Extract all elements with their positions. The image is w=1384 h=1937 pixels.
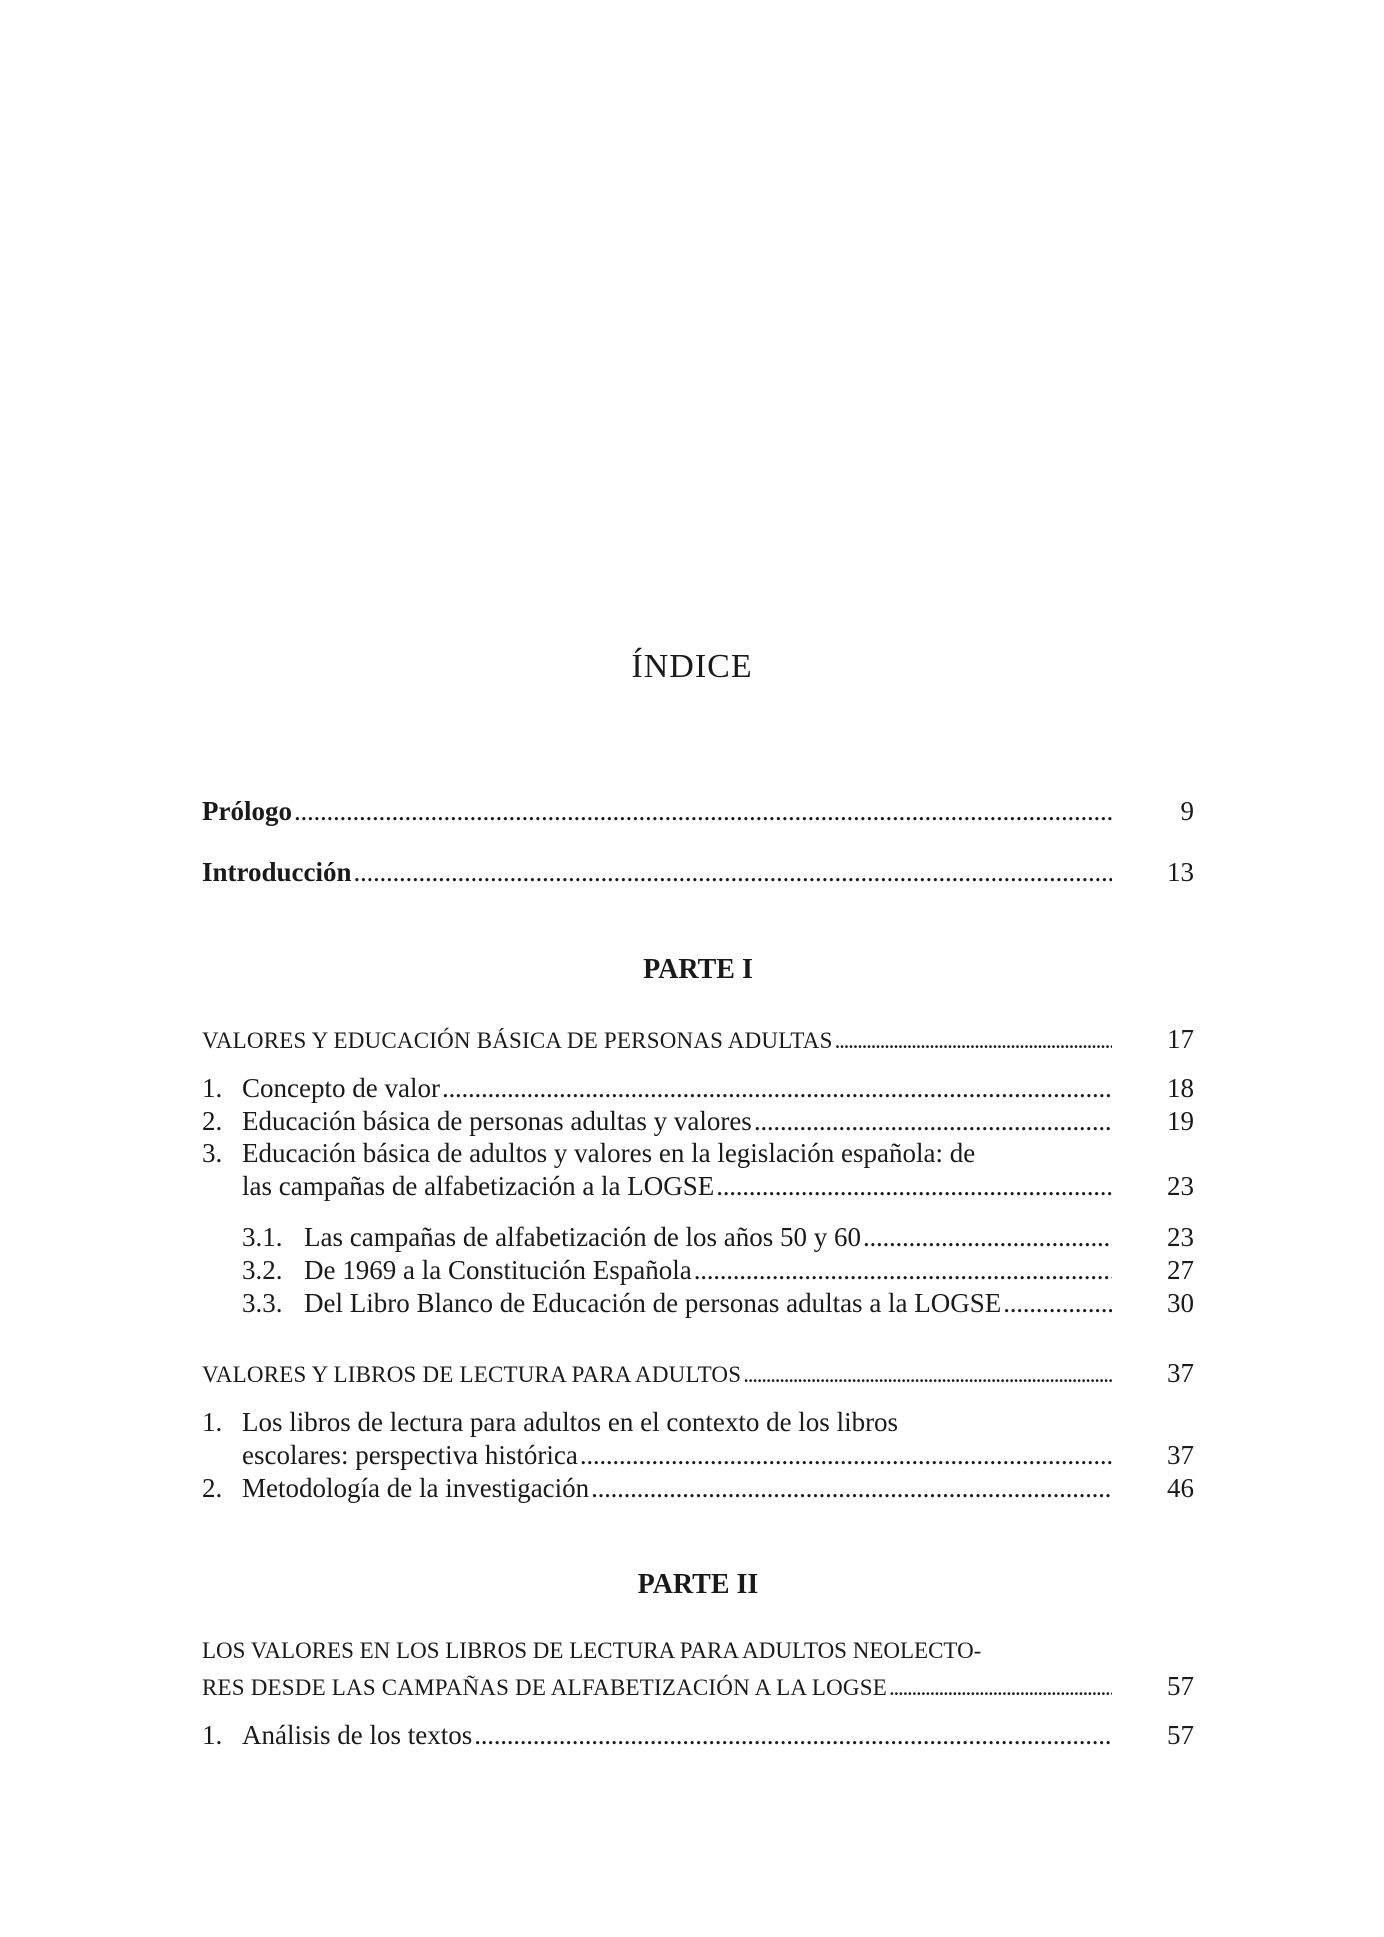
toc-entry-text: RES DESDE LAS CAMPAÑAS DE ALFABETIZACIÓN A LA LOGSE xyxy=(202,1675,887,1700)
toc-entry-text: Introducción xyxy=(202,857,352,887)
toc-entry-number: 3.3. xyxy=(242,1288,283,1318)
toc-entry-text: Del Libro Blanco de Educación de personas adultas a la LOGSE xyxy=(304,1288,1002,1318)
toc-page-number: 37 xyxy=(1167,1440,1194,1470)
toc-page-number: 9 xyxy=(1180,796,1194,826)
dot-leader xyxy=(889,1675,1112,1701)
toc-entry-text: Metodología de la investigación xyxy=(242,1473,590,1503)
toc-entry[interactable] xyxy=(202,1720,1194,1751)
toc-entry-line[interactable] xyxy=(202,1138,975,1169)
page-title: ÍNDICE xyxy=(631,648,753,685)
toc-entry-text: VALORES Y LIBROS DE LECTURA PARA ADULTOS xyxy=(202,1362,742,1387)
toc-entry[interactable] xyxy=(202,1073,1194,1104)
dot-leader xyxy=(442,1073,1112,1104)
toc-entry-text: Los libros de lectura para adultos en el contexto de los libros xyxy=(242,1407,899,1437)
toc-entry-text: Prólogo xyxy=(202,796,292,826)
toc-entry[interactable] xyxy=(242,1440,1194,1471)
toc-page-number: 17 xyxy=(1167,1024,1194,1054)
dot-leader xyxy=(591,1473,1112,1504)
dot-leader xyxy=(863,1222,1112,1253)
dot-leader xyxy=(716,1171,1112,1202)
dot-leader xyxy=(743,1362,1112,1388)
toc-page-number: 30 xyxy=(1167,1288,1194,1318)
toc-entry-number: 1. xyxy=(202,1073,223,1103)
toc-entry-text: Concepto de valor xyxy=(242,1073,440,1103)
toc-subentry[interactable] xyxy=(242,1288,1194,1319)
toc-subentry[interactable] xyxy=(242,1255,1194,1286)
part-heading: PARTE II xyxy=(637,1569,759,1600)
toc-entry-introduccion[interactable] xyxy=(202,857,1194,888)
toc-page-number: 18 xyxy=(1167,1073,1194,1103)
toc-page-number: 37 xyxy=(1167,1358,1194,1388)
dot-leader xyxy=(754,1106,1112,1137)
toc-entry-text: Educación básica de personas adultas y valores xyxy=(242,1106,752,1136)
toc-entry-text: Las campañas de alfabetización de los años 50 y 60 xyxy=(304,1222,862,1252)
toc-section-heading-line[interactable] xyxy=(202,1638,981,1664)
dot-leader xyxy=(474,1720,1112,1751)
part-heading: PARTE I xyxy=(643,954,753,985)
dot-leader xyxy=(1003,1288,1112,1319)
toc-entry-text: Análisis de los textos xyxy=(242,1720,473,1750)
toc-entry-line[interactable] xyxy=(202,1407,898,1438)
toc-page-number: 23 xyxy=(1167,1222,1194,1252)
toc-entry-number: 3.2. xyxy=(242,1255,283,1285)
dot-leader xyxy=(294,796,1112,827)
toc-section-heading[interactable] xyxy=(202,1358,1194,1389)
toc-page-number: 27 xyxy=(1167,1255,1194,1285)
toc-page-number: 19 xyxy=(1167,1106,1194,1136)
toc-section-heading[interactable] xyxy=(202,1671,1194,1702)
toc-entry-text: Educación básica de adultos y valores en la legislación española: de xyxy=(242,1138,976,1168)
toc-section-heading[interactable] xyxy=(202,1024,1194,1055)
toc-page-number: 23 xyxy=(1167,1171,1194,1201)
toc-page-number: 13 xyxy=(1167,857,1194,887)
toc-page-number: 57 xyxy=(1167,1720,1194,1750)
toc-entry-prologo[interactable] xyxy=(202,796,1194,827)
toc-entry-number: 3. xyxy=(202,1138,223,1168)
toc-entry[interactable] xyxy=(202,1106,1194,1137)
dot-leader xyxy=(354,857,1112,888)
toc-entry-number: 2. xyxy=(202,1473,223,1503)
toc-entry[interactable] xyxy=(202,1473,1194,1504)
toc-page-number: 57 xyxy=(1167,1671,1194,1701)
toc-subentry[interactable] xyxy=(242,1222,1194,1253)
dot-leader xyxy=(694,1255,1112,1286)
toc-entry-text: las campañas de alfabetización a la LOGSE xyxy=(242,1171,715,1201)
toc-page-number: 46 xyxy=(1167,1473,1194,1503)
toc-entry-number: 1. xyxy=(202,1407,223,1437)
toc-entry-text: LOS VALORES EN LOS LIBROS DE LECTURA PARA ADULTOS NEOLECTO- xyxy=(202,1638,982,1663)
toc-entry-text: De 1969 a la Constitución Española xyxy=(304,1255,692,1285)
toc-entry-text: VALORES Y EDUCACIÓN BÁSICA DE PERSONAS ADULTAS xyxy=(202,1028,833,1053)
dot-leader xyxy=(580,1440,1112,1471)
dot-leader xyxy=(835,1028,1112,1054)
toc-entry-text: escolares: perspectiva histórica xyxy=(242,1440,578,1470)
toc-entry-number: 1. xyxy=(202,1720,223,1750)
toc-entry[interactable] xyxy=(242,1171,1194,1202)
toc-entry-number: 3.1. xyxy=(242,1222,283,1252)
toc-entry-number: 2. xyxy=(202,1106,223,1136)
